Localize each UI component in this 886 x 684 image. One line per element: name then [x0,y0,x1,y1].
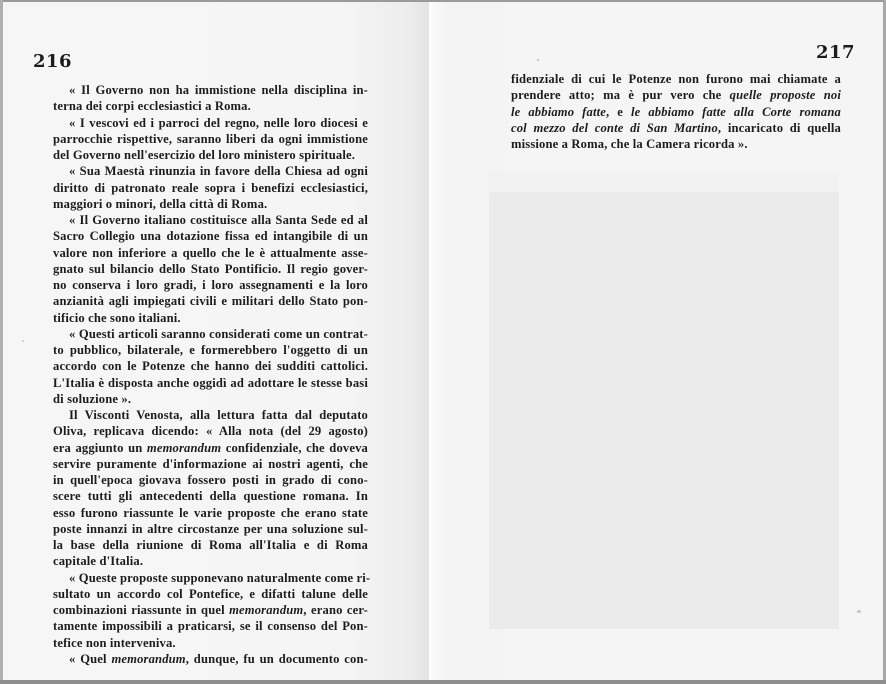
text-line: valore non inferiore a quello che le è attualmente asse- [53,245,368,260]
italic-text: memorandum [146,440,222,455]
redacted-strip [487,171,839,193]
italic-text: memorandum [229,603,304,617]
text-line: tificio che sono italiani. [53,310,181,325]
scan-frame-bottom [0,680,886,684]
text-line: « Questi articoli saranno considerati come un contrat- [69,326,368,341]
text-line: « Il Governo italiano costituisce alla Santa Sede ed al [69,213,368,227]
text-line: maggiori o minori, della città di Roma. [53,196,268,211]
paper-speck [537,59,539,61]
italic-text: quelle proposte noi [729,88,841,103]
text-line: gnato sul bilancio dello Stato Pontificio. Il regio gover- [53,261,368,276]
text-run: combinazioni riassunte in quel [53,603,230,617]
text-line [511,87,841,103]
text-line: terna dei corpi ecclesiastici a Roma. [53,99,251,114]
text-line: fidenziale di cui le Potenze non furono mai chiamate a [511,72,841,86]
text-line: esso furono riassunte le varie proposte che erano state [53,505,368,520]
text-run: prendere atto; ma è pur vero che [511,88,730,103]
text-line: « Queste proposte supponevano naturalmente come ri- [69,570,371,585]
text-line: « I vescovi ed i parroci del regno, nelle loro diocesi e [69,115,368,130]
text-line: del Governo nell'esercizio del loro ministero spirituale. [53,148,356,162]
text-line: accordo con le Potenze che hanno dei sudditi cattolici. [53,359,368,374]
text-line: tefice non interveniva. [53,635,176,650]
text-run: , e [605,104,631,119]
text-line: diritto di patronato reale sopra i benefizi ecclesiastici, [53,180,368,195]
italic-text: le abbiamo fatte [511,104,606,119]
text-line [53,440,368,456]
text-line: servire puramente d'informazione ai nostri agenti, che [53,456,368,471]
text-run: « Quel [69,651,112,666]
page-number-left: 216 [33,51,73,72]
text-line: sultato un accordo col Pontefice, e difatti talune delle [53,586,368,601]
text-line: in quell'epoca giovava fossero posti in grado di cono- [53,473,368,487]
text-line: anzianità agli impiegati civili e militari dello Stato pon- [53,294,368,309]
text-line: to pubblico, bilaterale, e formerebbero l'oggetto di un [53,343,368,357]
text-line: poste innanzi in altre circostanze per una soluzione sul- [53,521,368,536]
right-page-body-text [511,71,841,152]
text-run: , erano cer- [303,603,368,617]
text-line: Sacro Collegio una dotazione fissa ed intangibile di un [53,229,368,244]
text-run: confidenziale, che doveva [221,440,368,455]
text-line: « Il Governo non ha immistione nella disciplina in- [69,83,368,97]
text-line: « Sua Maestà rinunzia in favore della Chiesa ad ogni [69,164,368,179]
text-line [511,120,841,136]
text-line: tamente impossibili a praticarsi, se il consenso del Pon- [53,619,368,634]
text-line: L'Italia è disposta anche oggidì ad adottare le stesse basi [53,375,368,390]
text-line: Oliva, replicava dicendo: « Alla nota (del 29 agosto) [53,424,368,439]
text-run: , dunque, fu un documento con- [185,651,368,666]
italic-text: memorandum [111,651,186,666]
text-line [511,104,841,120]
paper-speck [857,610,861,613]
text-line [53,651,368,667]
text-line: no conserva i loro gradi, i loro assegnamenti e la loro [53,278,368,292]
text-line: Il Visconti Venosta, alla lettura fatta dal deputato [69,408,368,422]
text-line: capitale d'Italia. [53,554,144,569]
text-run: era aggiunto un [53,440,147,455]
redacted-region [489,192,839,629]
text-line: parrocchie rispettive, saranno liberi da ogni immistione [53,131,368,146]
text-run: , incaricato di quella [717,120,841,135]
text-line: missione a Roma, che la Camera ricorda ». [511,137,748,151]
page-number-right: 217 [816,42,856,63]
paper-speck [22,340,24,342]
italic-text: col mezzo del conte di San Martino [511,120,718,135]
text-line: di soluzione ». [53,391,132,406]
italic-text: le abbiamo fatte alla Corte romana [630,104,841,119]
text-line: la base della riunione di Roma all'Italia e di Roma [53,538,368,552]
left-page-body-text [53,82,371,667]
text-line: scere tutti gli antecedenti della questione romana. In [53,489,368,504]
text-line [53,602,368,618]
book-gutter [429,2,431,680]
